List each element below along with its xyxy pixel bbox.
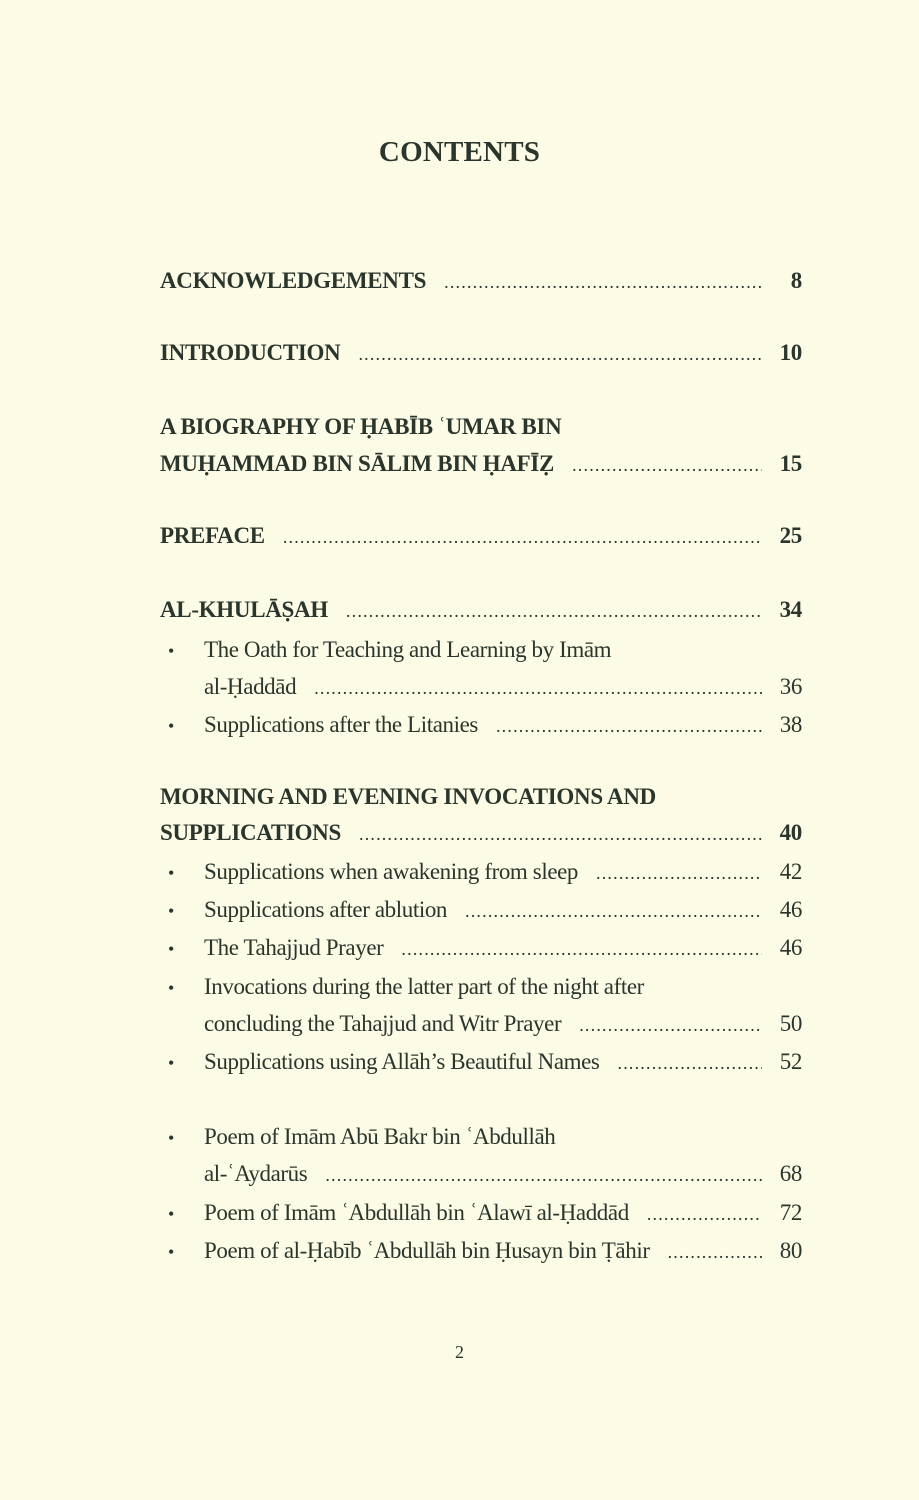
entry-title: MORNING AND EVENING INVOCATIONS AND xyxy=(160,784,656,809)
toc-subentry-ablution[interactable] xyxy=(160,897,802,923)
bullet-icon: • xyxy=(168,1128,174,1148)
page-number: 8 xyxy=(790,268,802,293)
page-number: 15 xyxy=(779,451,802,476)
page-number: 68 xyxy=(779,1161,802,1186)
dot-leader xyxy=(346,601,762,622)
dot-leader xyxy=(496,716,762,737)
entry-title: al-ʿAydarūs xyxy=(204,1161,308,1186)
toc-subentry-poem-aydarus[interactable] xyxy=(160,1161,802,1187)
toc-subentry-invocations-line1[interactable] xyxy=(160,974,802,1000)
page-number: 42 xyxy=(779,859,802,884)
entry-title: Supplications when awakening from sleep xyxy=(204,859,579,884)
toc-entry-al-khulasah[interactable] xyxy=(160,597,802,623)
bullet-icon: • xyxy=(168,901,174,921)
dot-leader xyxy=(596,863,762,884)
entry-title: Poem of Imām Abū Bakr bin ʿAbdullāh xyxy=(204,1124,556,1149)
page-number: 52 xyxy=(779,1049,802,1074)
dot-leader xyxy=(314,678,762,699)
entry-title: Invocations during the latter part of the night after xyxy=(204,974,644,999)
toc-entry-biography-line1[interactable] xyxy=(160,414,802,440)
entry-title: PREFACE xyxy=(160,523,265,548)
toc-entry-introduction[interactable] xyxy=(160,340,802,366)
bullet-icon: • xyxy=(168,978,174,998)
toc-subentry-litanies[interactable] xyxy=(160,712,802,738)
dot-leader xyxy=(668,1242,762,1263)
page-number: 10 xyxy=(779,340,802,365)
bullet-icon: • xyxy=(168,1053,174,1073)
dot-leader xyxy=(325,1165,762,1186)
dot-leader xyxy=(359,824,762,845)
toc-subentry-beautiful-names[interactable] xyxy=(160,1049,802,1075)
entry-title: concluding the Tahajjud and Witr Prayer xyxy=(204,1011,562,1036)
dot-leader xyxy=(444,272,762,293)
entry-title: Poem of al-Ḥabīb ʿAbdullāh bin Ḥusayn bin Ṭāhir xyxy=(204,1238,650,1263)
bullet-icon: • xyxy=(168,863,174,883)
entry-title: Supplications using Allāh’s Beautiful Names xyxy=(204,1049,600,1074)
page-number: 46 xyxy=(779,897,802,922)
dot-leader xyxy=(572,455,762,476)
toc-subentry-poem-tahir[interactable] xyxy=(160,1238,802,1264)
page-number: 50 xyxy=(779,1011,802,1036)
entry-title: MUḤAMMAD BIN SĀLIM BIN ḤAFĪẒ xyxy=(160,451,555,476)
page-number: 80 xyxy=(779,1238,802,1263)
page-number: 25 xyxy=(779,523,802,548)
entry-title: al-Ḥaddād xyxy=(204,674,297,699)
page-number: 40 xyxy=(779,820,802,845)
entry-title: INTRODUCTION xyxy=(160,340,341,365)
bullet-icon: • xyxy=(168,1204,174,1224)
entry-title: A BIOGRAPHY OF ḤABĪB ʿUMAR BIN xyxy=(160,414,562,439)
dot-leader xyxy=(283,527,762,548)
entry-title: Supplications after ablution xyxy=(204,897,448,922)
entry-title: The Oath for Teaching and Learning by Imām xyxy=(204,637,612,662)
toc-subentry-invocations[interactable] xyxy=(160,1011,802,1037)
bullet-icon: • xyxy=(168,1242,174,1262)
page-number: 36 xyxy=(779,674,802,699)
toc-subentry-poem-aydarus-line1[interactable] xyxy=(160,1124,802,1150)
toc-entry-acknowledgements[interactable] xyxy=(160,268,802,294)
toc-entry-morning-evening[interactable] xyxy=(160,820,802,846)
toc-subentry-oath[interactable] xyxy=(160,674,802,700)
entry-title: AL-KHULĀṢAH xyxy=(160,597,328,622)
toc-entry-preface[interactable] xyxy=(160,523,802,549)
page-number: 34 xyxy=(779,597,802,622)
toc-subentry-awakening[interactable] xyxy=(160,859,802,885)
page-number: 38 xyxy=(779,712,802,737)
entry-title: ACKNOWLEDGEMENTS xyxy=(160,268,427,293)
dot-leader xyxy=(401,939,762,960)
page-number-footer: 2 xyxy=(455,1342,464,1362)
bullet-icon: • xyxy=(168,939,174,959)
toc-subentry-poem-haddad[interactable] xyxy=(160,1200,802,1226)
toc-subentry-oath-line1[interactable] xyxy=(160,637,802,663)
bullet-icon: • xyxy=(168,641,174,661)
entry-title: Poem of Imām ʿAbdullāh bin ʿAlawī al-Ḥaddād xyxy=(204,1200,629,1225)
dot-leader xyxy=(579,1015,762,1036)
page-number: 46 xyxy=(779,935,802,960)
bullet-icon: • xyxy=(168,716,174,736)
entry-title: Supplications after the Litanies xyxy=(204,712,478,737)
dot-leader xyxy=(465,901,762,922)
entry-title: The Tahajjud Prayer xyxy=(204,935,384,960)
page-number: 72 xyxy=(779,1200,802,1225)
dot-leader xyxy=(358,344,762,365)
toc-entry-morning-evening-line1[interactable] xyxy=(160,784,802,810)
toc-subentry-tahajjud[interactable] xyxy=(160,935,802,961)
toc-entry-biography[interactable] xyxy=(160,451,802,477)
page-title: CONTENTS xyxy=(378,136,541,168)
dot-leader xyxy=(618,1053,763,1074)
entry-title: SUPPLICATIONS xyxy=(160,820,341,845)
dot-leader xyxy=(647,1204,762,1225)
